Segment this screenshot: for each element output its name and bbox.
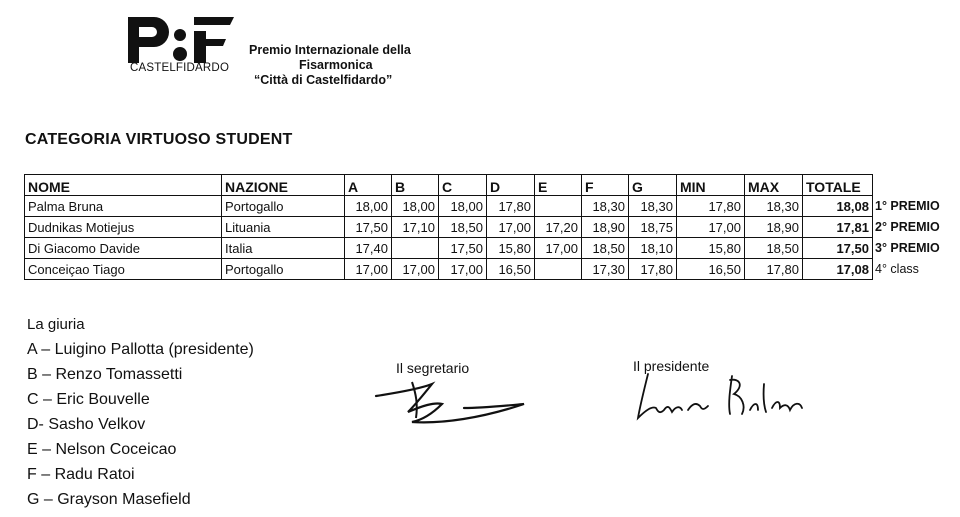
column-header: A [345, 175, 392, 196]
cell-nome: Di Giacomo Davide [25, 238, 222, 259]
cell-score-b [392, 238, 439, 259]
column-header: NAZIONE [222, 175, 345, 196]
cell-score-c: 18,50 [439, 217, 487, 238]
jury-member: D- Sasho Velkov [27, 416, 146, 433]
cell-score-g: 18,10 [629, 238, 677, 259]
column-header: G [629, 175, 677, 196]
title-line-2: Fisarmonica [299, 58, 373, 72]
cell-min: 16,50 [677, 259, 745, 280]
cell-score-f: 18,30 [582, 196, 629, 217]
cell-totale: 17,50 [803, 238, 873, 259]
jury-member: F – Radu Ratoi [27, 466, 135, 483]
cell-min: 17,00 [677, 217, 745, 238]
cell-score-g: 18,30 [629, 196, 677, 217]
cell-premio: 4° class [875, 262, 919, 276]
table-row [25, 259, 951, 280]
cell-score-d: 17,00 [487, 217, 535, 238]
cell-score-b: 17,00 [392, 259, 439, 280]
cell-min: 17,80 [677, 196, 745, 217]
cell-score-f: 17,30 [582, 259, 629, 280]
table-row [25, 217, 951, 238]
jury-member: A – Luigino Pallotta (presidente) [27, 341, 254, 358]
jury-member: B – Renzo Tomassetti [27, 366, 183, 383]
secretary-label: Il segretario [396, 360, 470, 376]
column-header: F [582, 175, 629, 196]
column-header: E [535, 175, 582, 196]
cell-premio: 1° PREMIO [875, 199, 940, 213]
cell-max: 18,90 [745, 217, 803, 238]
cell-score-e: 17,00 [535, 238, 582, 259]
cell-premio: 2° PREMIO [875, 220, 940, 234]
cell-totale: 18,08 [803, 196, 873, 217]
cell-score-c: 18,00 [439, 196, 487, 217]
cell-score-c: 17,50 [439, 238, 487, 259]
cell-score-e: 17,20 [535, 217, 582, 238]
cell-nazione: Lituania [222, 217, 345, 238]
cell-nazione: Portogallo [222, 259, 345, 280]
cell-score-d: 16,50 [487, 259, 535, 280]
secretary-signature [372, 374, 532, 430]
cell-score-g: 18,75 [629, 217, 677, 238]
cell-score-a: 17,00 [345, 259, 392, 280]
jury-title: La giuria [27, 316, 85, 333]
results-table [24, 174, 951, 280]
cell-max: 18,30 [745, 196, 803, 217]
president-label: Il presidente [633, 358, 710, 374]
cell-score-g: 17,80 [629, 259, 677, 280]
cell-totale: 17,81 [803, 217, 873, 238]
cell-nazione: Italia [222, 238, 345, 259]
table-header-row [25, 175, 951, 196]
cell-max: 17,80 [745, 259, 803, 280]
cell-score-a: 18,00 [345, 196, 392, 217]
cell-score-e [535, 196, 582, 217]
column-header: NOME [25, 175, 222, 196]
column-header: B [392, 175, 439, 196]
table-row [25, 196, 951, 217]
jury-member: E – Nelson Coceicao [27, 441, 177, 458]
column-header: C [439, 175, 487, 196]
cell-nome: Palma Bruna [25, 196, 222, 217]
cell-score-d: 17,80 [487, 196, 535, 217]
pif-logo-mark [128, 13, 240, 69]
category-title: CATEGORIA VIRTUOSO STUDENT [25, 131, 293, 148]
cell-totale: 17,08 [803, 259, 873, 280]
cell-nazione: Portogallo [222, 196, 345, 217]
logo-caption: CASTELFIDARDO [130, 62, 230, 74]
cell-score-a: 17,50 [345, 217, 392, 238]
jury-member: C – Eric Bouvelle [27, 391, 150, 408]
column-header: D [487, 175, 535, 196]
jury-member: G – Grayson Masefield [27, 491, 191, 508]
column-header: MIN [677, 175, 745, 196]
cell-nome: Conceiçao Tiago [25, 259, 222, 280]
competition-title [249, 43, 411, 88]
cell-score-f: 18,90 [582, 217, 629, 238]
cell-score-a: 17,40 [345, 238, 392, 259]
cell-min: 15,80 [677, 238, 745, 259]
cell-score-e [535, 259, 582, 280]
president-signature [630, 366, 820, 426]
title-line-1: Premio Internazionale della [249, 43, 411, 57]
prize-spacer [873, 175, 951, 196]
cell-score-b: 17,10 [392, 217, 439, 238]
cell-nome: Dudnikas Motiejus [25, 217, 222, 238]
column-header: MAX [745, 175, 803, 196]
cell-score-b: 18,00 [392, 196, 439, 217]
cell-score-c: 17,00 [439, 259, 487, 280]
title-line-3: “Città di Castelfidardo” [254, 73, 393, 87]
cell-max: 18,50 [745, 238, 803, 259]
table-row [25, 238, 951, 259]
cell-score-f: 18,50 [582, 238, 629, 259]
cell-score-d: 15,80 [487, 238, 535, 259]
column-header: TOTALE [803, 175, 873, 196]
cell-premio: 3° PREMIO [875, 241, 940, 255]
jury-list [27, 312, 254, 512]
